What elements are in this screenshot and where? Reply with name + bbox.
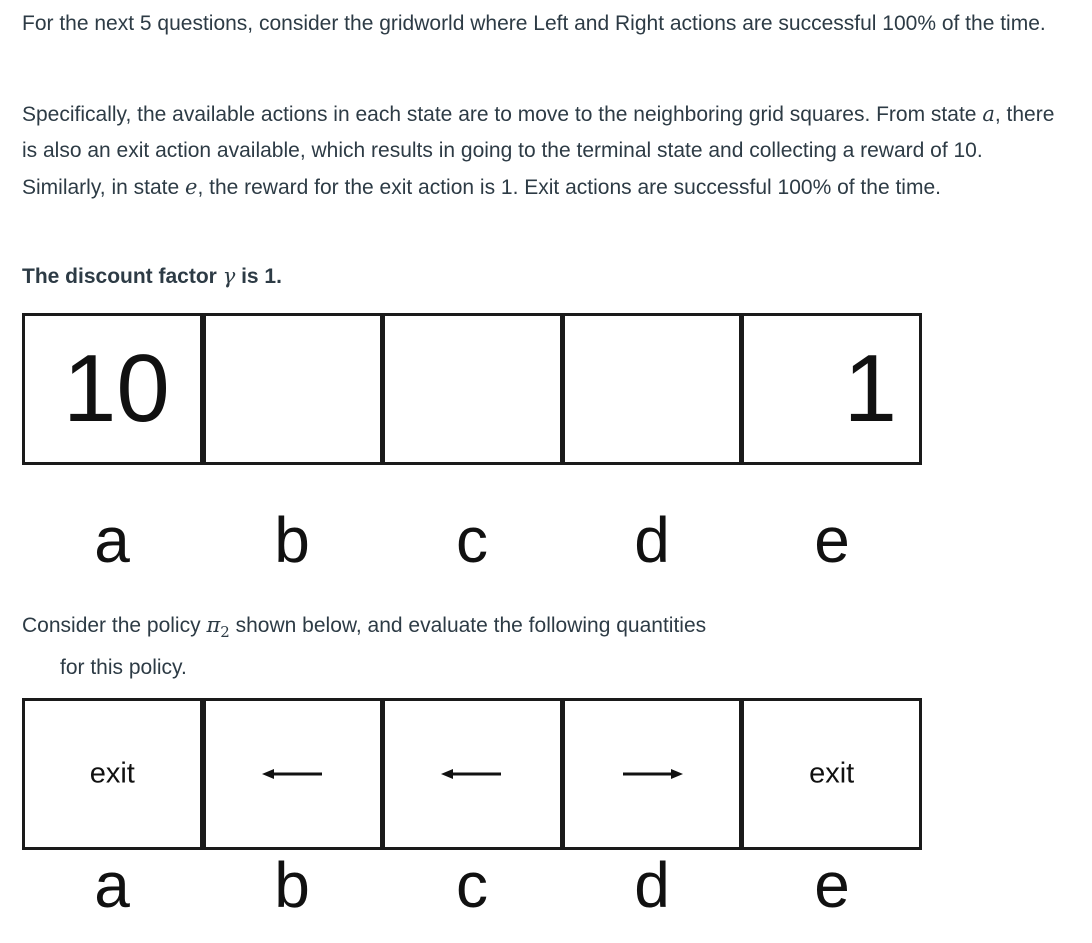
state-label-b: b [274,504,310,576]
grid-cell-e [739,316,919,462]
gamma-symbol: γ [222,264,236,288]
grid-cell-c [380,316,560,462]
left-arrow-icon [262,766,324,782]
policy-cell-b [200,701,381,847]
policy-cell-c [380,701,560,847]
intro-paragraph: For the next 5 questions, consider the gridworld where Left and Right actions are successful 100% of the time. [22,12,1046,35]
state-label-d: d [634,504,670,576]
state-label-b: b [274,849,310,921]
state-label-a: a [94,504,130,576]
policy-cell-e [739,701,919,847]
state-label-e: e [814,849,850,921]
state-labels-row-2 [22,849,922,921]
pi-subscript: 2 [220,623,230,642]
grid-cell-b [200,316,381,462]
policy-text-1: Consider the policy [22,614,207,637]
exit-action-e: exit [809,757,855,790]
policy-text-2: shown below, and evaluate the following quantities [229,614,707,637]
state-label-e: e [814,504,850,576]
policy-paragraph [22,607,822,686]
left-arrow-icon [441,766,503,782]
state-label-a: a [94,849,130,921]
reward-e: 1 [843,335,897,442]
policy-cell-a [25,701,200,847]
right-arrow-icon [621,766,683,782]
discount-factor-statement [22,258,282,295]
state-a-variable: a [982,102,995,126]
description-text-1: Specifically, the available actions in each state are to move to the neighboring grid squares. From state [22,103,983,126]
policy-gridworld [22,698,922,850]
description-paragraph [22,96,1062,206]
pi-symbol: π [206,613,221,637]
state-label-c: c [456,849,488,921]
exit-action-a: exit [89,757,135,790]
state-labels-row-1 [22,504,922,576]
description-text-2: , there is also an exit action available, which results in going to the terminal state and collecting a reward of 10. Similarly, in state [22,103,1055,199]
reward-gridworld [22,313,922,465]
grid-cell-d [560,316,740,462]
description-text-3: , the reward for the exit action is 1. Exit actions are successful 100% of the time. [197,176,941,199]
reward-a: 10 [63,335,170,442]
state-label-c: c [456,504,488,576]
discount-text-2: is 1. [235,265,282,288]
discount-text-1: The discount factor [22,265,223,288]
state-e-variable: e [185,175,198,199]
policy-text-3: for this policy. [60,656,187,680]
grid-cell-a [25,316,200,462]
policy-cell-d [560,701,740,847]
state-label-d: d [634,849,670,921]
